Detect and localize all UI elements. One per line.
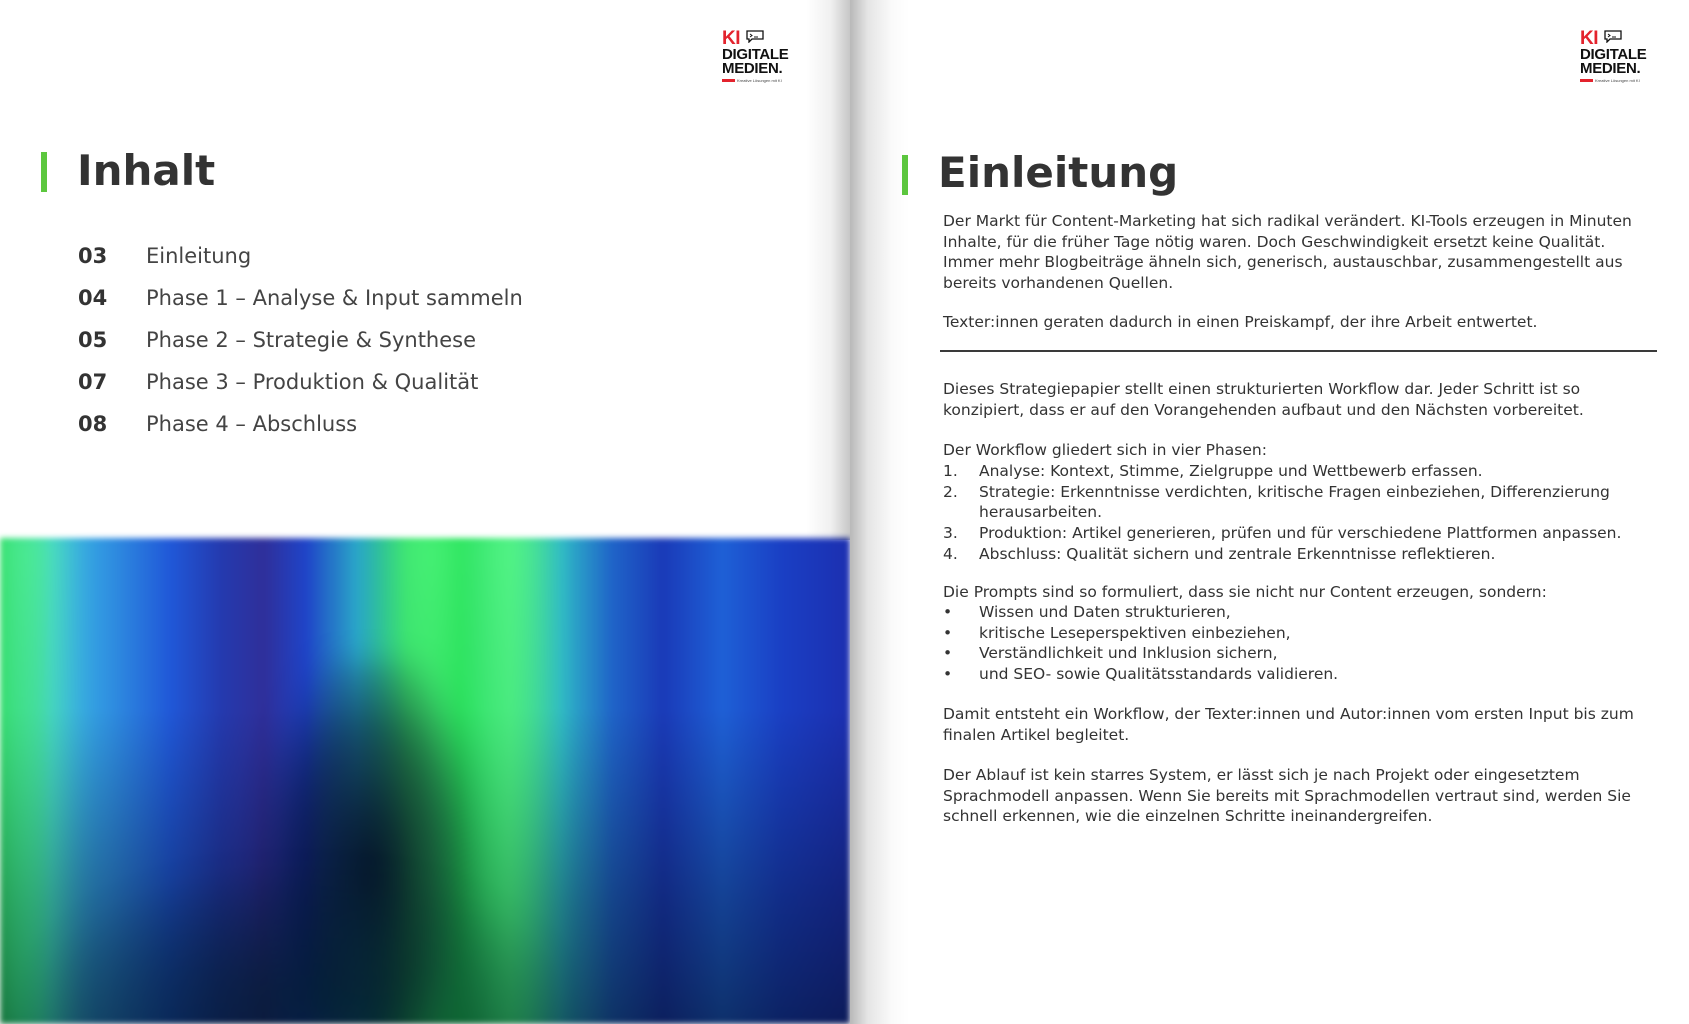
list-item-text: Analyse: Kontext, Stimme, Zielgruppe und Wettbewerb erfassen. [979, 462, 1483, 480]
list-item [943, 623, 1655, 644]
logo-line-medien: MEDIEN. [1580, 60, 1641, 77]
section-divider [940, 350, 1657, 352]
list-item-text: Wissen und Daten strukturieren, [979, 603, 1231, 621]
logo-line-digitale: DIGITALE [1580, 46, 1647, 63]
body-paragraph: Der Ablauf ist kein starres System, er lässt sich je nach Projekt oder eingesetztem Sprachmodell anpassen. Wenn Sie bereits mit Sprachmodellen vertraut sind, werden Sie schnell erkennen, wie die einzelnen Schritte ineinandergreifen. [943, 766, 1631, 826]
toc-label: Phase 2 – Strategie & Synthese [146, 328, 477, 352]
phases-list [943, 461, 1655, 565]
title-accent-bar [902, 155, 908, 195]
toc-page-number: 03 [78, 244, 108, 268]
logo-red-bar [1580, 79, 1593, 82]
list-item [943, 461, 1655, 482]
gutter-shadow-left [806, 0, 850, 540]
logo-line-digitale: DIGITALE [722, 46, 789, 63]
toc-label: Phase 3 – Produktion & Qualität [146, 370, 479, 394]
list-item [943, 482, 1655, 523]
prompts-intro: Die Prompts sind so formuliert, dass sie nicht nur Content erzeugen, sondern: [943, 583, 1547, 601]
intro-paragraph: Der Markt für Content-Marketing hat sich radikal verändert. KI-Tools erzeugen in Minuten Inhalte, für die früher Tage nötig waren. Doch Geschwindigkeit ersetzt keine Qualität. Immer mehr Blogbeiträge ähneln sich, generisch, austauschbar, zusammengestellt aus bereits vorhandenen Quellen. [943, 212, 1632, 293]
brand-logo [1580, 29, 1652, 85]
list-item-text: Abschluss: Qualität sichern und zentrale Erkenntnisse reflektieren. [979, 544, 1496, 563]
toc-item[interactable] [78, 406, 678, 448]
brand-logo [722, 29, 794, 85]
table-of-contents [78, 238, 678, 448]
list-marker: 2. [943, 482, 958, 501]
list-item [943, 602, 1655, 623]
list-item-text: kritische Leseperspektiven einbeziehen, [979, 623, 1291, 642]
bullet-marker: • [943, 644, 953, 663]
toc-label: Einleitung [146, 244, 252, 268]
gutter-shadow-right [850, 0, 910, 1024]
logo-ki-text: KI [722, 28, 740, 49]
toc-item[interactable] [78, 280, 678, 322]
toc-page-number: 08 [78, 412, 108, 436]
bullet-marker: • [943, 603, 953, 621]
toc-page-number: 04 [78, 286, 108, 310]
list-item [943, 643, 1655, 664]
list-marker: 3. [943, 524, 958, 543]
list-item-text: Produktion: Artikel generieren, prüfen und für verschiedene Plattformen anpassen. [979, 524, 1622, 543]
right-page [850, 0, 1689, 1024]
chat-bubble-icon [1604, 30, 1622, 43]
logo-ki-text: KI [1580, 28, 1598, 49]
list-marker: 1. [943, 462, 958, 480]
bullet-marker: • [943, 665, 953, 684]
list-item [943, 664, 1655, 685]
list-item [943, 544, 1655, 565]
toc-label: Phase 1 – Analyse & Input sammeln [146, 286, 523, 310]
phases-intro: Der Workflow gliedert sich in vier Phasen: [943, 441, 1267, 459]
logo-red-bar [722, 79, 735, 82]
chat-bubble-icon [746, 30, 764, 43]
list-marker: 4. [943, 544, 958, 563]
logo-tagline: Kreative Lösungen mit KI [737, 77, 782, 83]
toc-item[interactable] [78, 238, 678, 280]
list-item-text: Verständlichkeit und Inklusion sichern, [979, 644, 1278, 663]
toc-label: Phase 4 – Abschluss [146, 412, 358, 436]
body-paragraph: Damit entsteht ein Workflow, der Texter:innen und Autor:innen vom ersten Input bis zum finalen Artikel begleitet. [943, 705, 1634, 744]
intro-paragraph-2: Texter:innen geraten dadurch in einen Preiskampf, der ihre Arbeit entwertet. [943, 313, 1538, 331]
title-accent-bar [41, 152, 47, 192]
bullet-marker: • [943, 623, 953, 642]
toc-page-number: 05 [78, 328, 108, 352]
logo-tagline: Kreative Lösungen mit KI [1595, 77, 1640, 83]
prompts-list [943, 602, 1655, 685]
list-item [943, 523, 1655, 544]
gradient-shadow [40, 868, 560, 1024]
logo-line-medien: MEDIEN. [722, 60, 783, 77]
toc-page-number: 07 [78, 370, 108, 394]
body-paragraph: Dieses Strategiepapier stellt einen strukturierten Workflow dar. Jeder Schritt ist so konzipiert, dass er auf den Vorangehenden aufbaut und den Nächsten vorbereitet. [943, 380, 1584, 419]
page-title-inhalt: Inhalt [77, 146, 216, 195]
list-item-text: und SEO- sowie Qualitätsstandards validieren. [979, 665, 1339, 684]
abstract-gradient-image [0, 538, 850, 1024]
toc-item[interactable] [78, 364, 678, 406]
list-item-text: Strategie: Erkenntnisse verdichten, kritische Fragen einbeziehen, Differenzierung herausarbeiten. [979, 482, 1610, 522]
page-title-einleitung: Einleitung [938, 148, 1179, 197]
toc-item[interactable] [78, 322, 678, 364]
